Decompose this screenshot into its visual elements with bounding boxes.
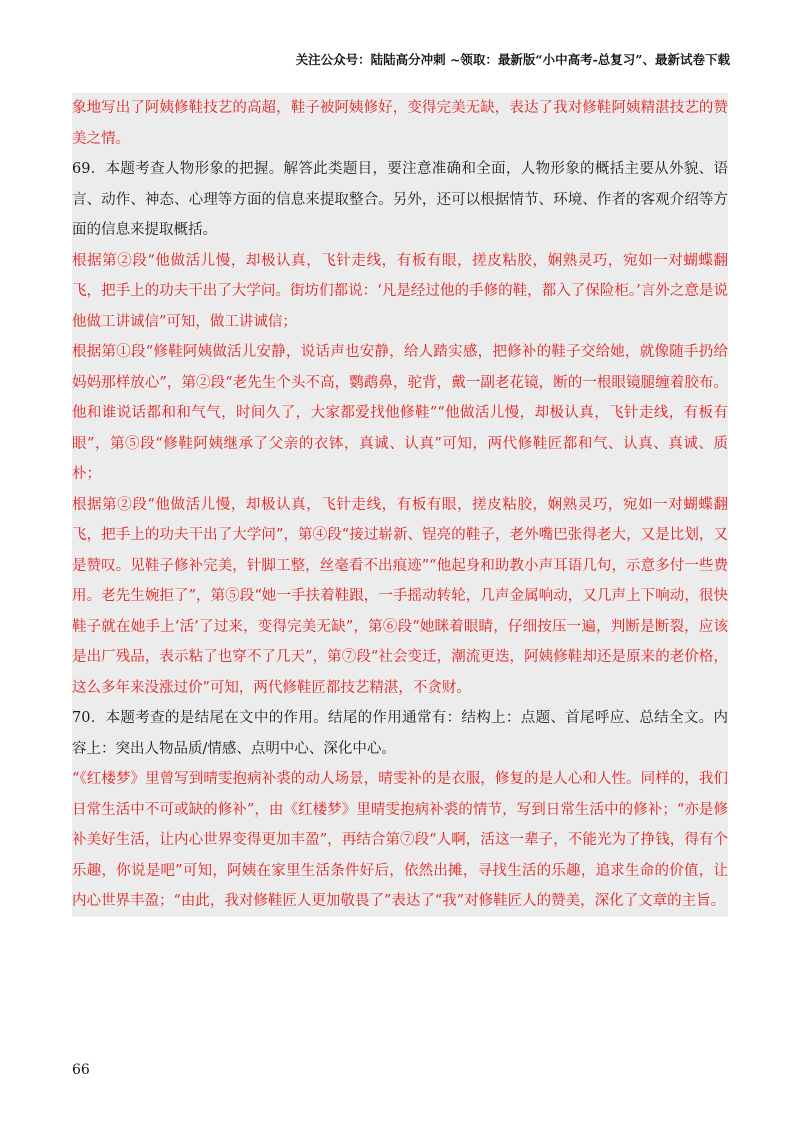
paragraph-69-answer-3: 根据第②段“他做活儿慢，却极认真，飞针走线，有板有眼，搓皮粘胶，娴熟灵巧，宛如一对蝴蝶翻飞，把手上的功夫干出了大学问”，第④段“接过崭新、锃亮的鞋子，老外嘴巴张得老大，又是比划，又是赞叹。见鞋子修补完美，针脚工整，丝毫看不出痕迹”“他起身和助教小声耳语几句，示意多付一些费用。老先生婉拒了”，第⑤段“她一手扶着鞋跟，一手摇动转轮，几声金属响动，又几声上下响动，很快鞋子就在她手上‘活’了过来，变得完美无缺”，第⑥段“她眯着眼睛，仔细按压一遍，判断是断裂，应该是出厂残品，表示粘了也穿不了几天”，第⑦段“社会变迁，潮流更迭，阿姨修鞋却还是原来的老价格，这么多年来没涨过价”可知，两代修鞋匠都技艺精湛，不贪财。 [72,496,728,696]
paragraph-68-conclusion: 象地写出了阿姨修鞋技艺的高超，鞋子被阿姨修好，变得完美无缺，表达了我对修鞋阿姨精湛技艺的赞美之情。 [72,100,728,147]
paragraph-69-question: 69．本题考查人物形象的把握。解答此类题目，要注意准确和全面，人物形象的概括主要从外貌、语言、动作、神态、心理等方面的信息来提取整合。另外，还可以根据情节、环境、作者的客观介绍等方面的信息来提取概括。 [72,161,728,238]
paragraph-70-question: 70．本题考查的是结尾在文中的作用。结尾的作用通常有：结构上：点题、首尾呼应、总结全文。内容上：突出人物品质/情感、点明中心、深化中心。 [72,710,728,757]
paragraph-69-answer-2: 根据第①段“修鞋阿姨做活儿安静，说话声也安静，给人踏实感，把修补的鞋子交给她，就像随手扔给妈妈那样放心”，第②段“老先生个头不高，鹦鹉鼻，驼背，戴一副老花镜，断的一根眼镜腿缠着胶布。他和谁说话都和和气气，时间久了，大家都爱找他修鞋”“他做活儿慢，却极认真，飞针走线，有板有眼”，第⑤段“修鞋阿姨继承了父亲的衣钵，真诚、认真”可知，两代修鞋匠都和气、认真、真诚、质朴； [72,344,728,482]
answer-content [72,93,728,917]
page-number: 66 [72,1062,90,1078]
page-header: 关注公众号：陆陆高分冲刺 ~领取：最新版“小中高考-总复习”、最新试卷下载 [295,52,730,67]
paragraph-70-answer: “《红楼梦》里曾写到晴雯抱病补裘的动人场景，晴雯补的是衣服，修复的是人心和人性。同样的，我们日常生活中不可或缺的修补”，由《红楼梦》里晴雯抱病补裘的情节，写到日常生活中的修补；“亦是修补美好生活，让内心世界变得更加丰盈”，再结合第⑦段“人啊，活这一辈子，不能光为了挣钱，得有个乐趣，你说是吧”可知，阿姨在家里生活条件好后，依然出摊，寻找生活的乐趣，追求生命的价值，让内心世界丰盈；“由此，我对修鞋匠人更加敬畏了”表达了“我”对修鞋匠人的赞美，深化了文章的主旨。 [72,771,728,909]
paragraph-69-answer-1: 根据第②段“他做活儿慢，却极认真，飞针走线，有板有眼，搓皮粘胶，娴熟灵巧，宛如一对蝴蝶翻飞，把手上的功夫干出了大学问。街坊们都说：‘凡是经过他的手修的鞋，都入了保险柜。’言外之意是说他做工讲诚信”可知，做工讲诚信； [72,252,728,330]
